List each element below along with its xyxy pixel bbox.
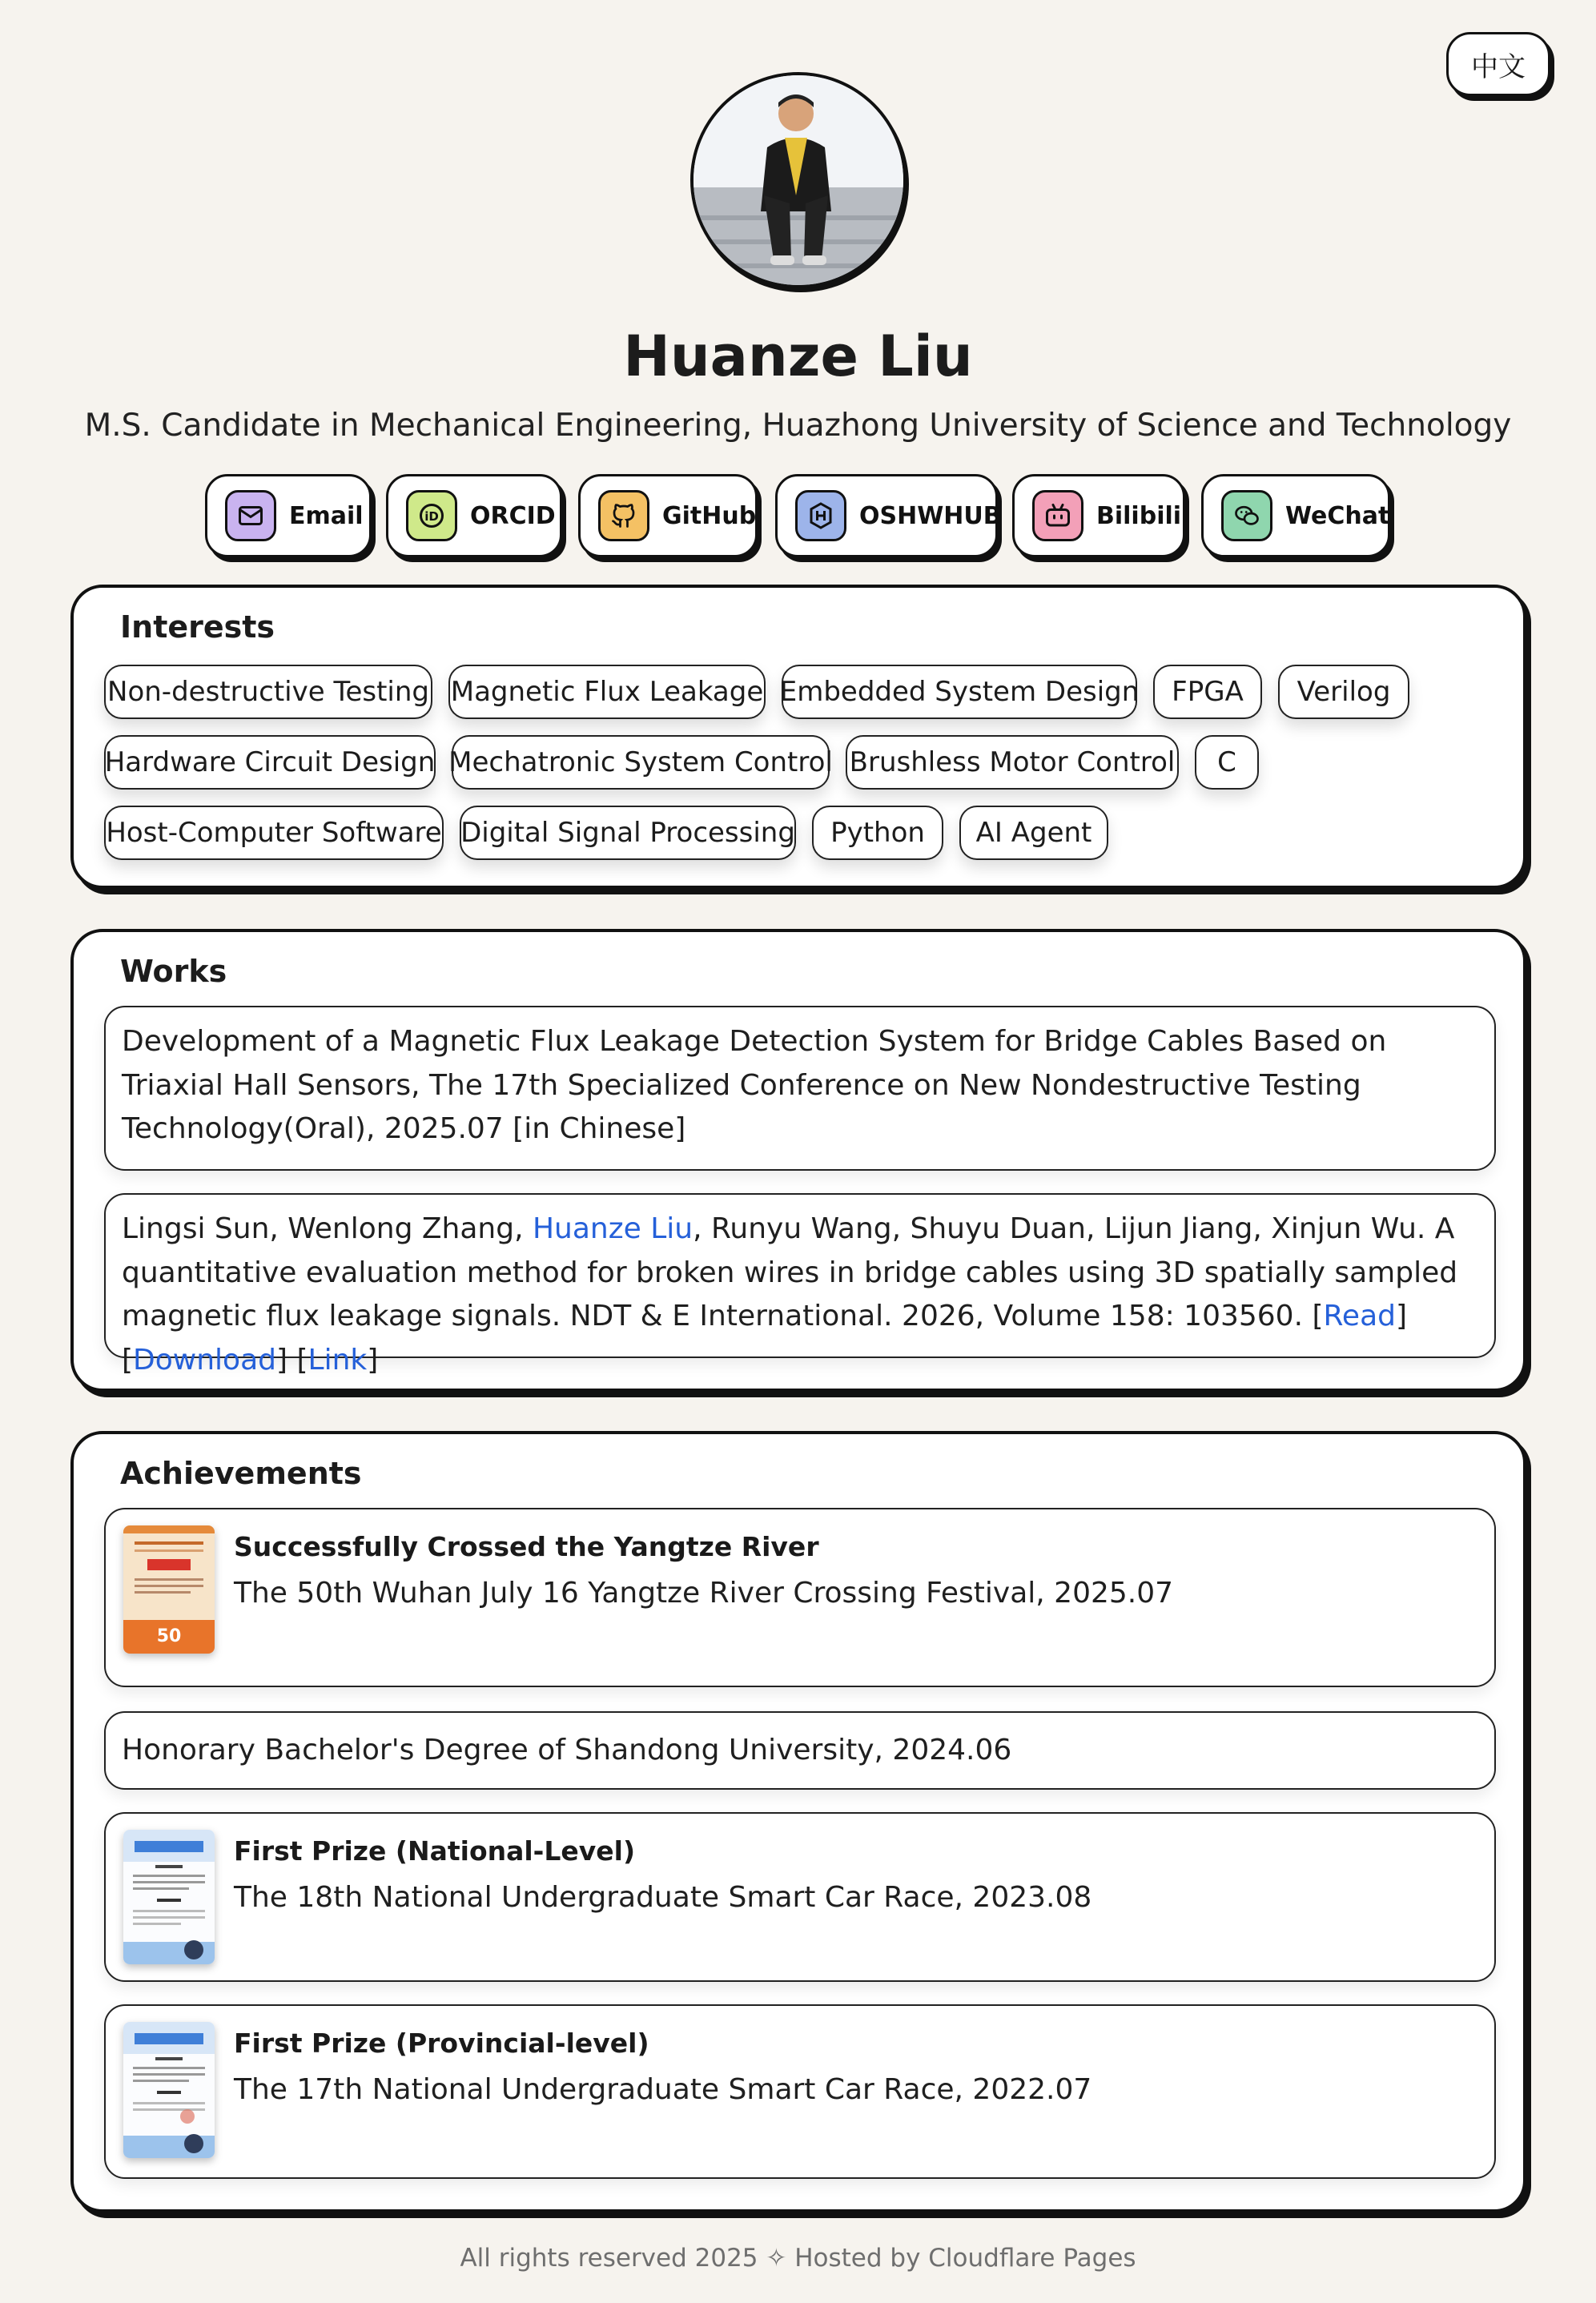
social-links: [0, 474, 1596, 564]
achievement-item: [104, 2004, 1496, 2179]
wechat-link-button[interactable]: [1201, 474, 1390, 557]
certificate-thumbnail[interactable]: [123, 2022, 215, 2158]
achievements-card: [70, 1431, 1526, 2213]
work-item: [104, 1006, 1496, 1171]
achievement-title: First Prize (Provincial-level): [234, 2028, 649, 2059]
mail-icon: [225, 490, 276, 541]
citation-separator: ] [: [276, 1343, 308, 1377]
interest-tag: Digital Signal Processing: [460, 806, 796, 860]
language-toggle-button[interactable]: 中文: [1446, 32, 1550, 96]
highlight-author-link[interactable]: Huanze Liu: [532, 1212, 693, 1245]
work-item: [104, 1193, 1496, 1377]
orcid-link-label: ORCID: [470, 501, 556, 530]
oshwhub-link-label: OSHWHUB: [859, 501, 1002, 530]
interest-tag: AI Agent: [959, 806, 1108, 860]
achievements-title: Achievements: [120, 1456, 362, 1491]
github-icon: [598, 490, 649, 541]
svg-text:50: 50: [156, 1626, 182, 1646]
profile-subtitle: M.S. Candidate in Mechanical Engineering, Huazhong University of Science and Technology: [84, 408, 1512, 444]
achievement-item: [104, 1508, 1496, 1687]
interest-tag: Mechatronic System Control: [452, 735, 830, 790]
certificate-thumbnail[interactable]: [123, 1525, 215, 1654]
external-link[interactable]: Link: [308, 1343, 368, 1377]
interest-tag: C: [1195, 735, 1259, 790]
certificate-thumbnail[interactable]: [123, 1830, 215, 1964]
profile-name: Huanze Liu: [623, 324, 973, 389]
interest-tag: Non-destructive Testing: [104, 665, 432, 719]
interest-tag: Python: [812, 806, 943, 860]
work-item-citation: [122, 1208, 1480, 1382]
bilibili-link-label: Bilibili: [1096, 501, 1182, 530]
achievement-desc: The 50th Wuhan July 16 Yangtze River Crossing Festival, 2025.07: [234, 1577, 1174, 1610]
avatar-photo: [693, 75, 903, 285]
interests-title: Interests: [120, 609, 275, 645]
bilibili-icon: [1032, 490, 1083, 541]
achievement-title: First Prize (National-Level): [234, 1835, 636, 1867]
achievement-item: [104, 1711, 1496, 1790]
interests-card: [70, 585, 1526, 889]
email-link-label: Email: [289, 501, 364, 530]
interest-tag: Verilog: [1278, 665, 1409, 719]
citation-separator: ] [: [122, 1300, 1408, 1377]
orcid-icon: [406, 490, 457, 541]
github-link-label: GitHub: [662, 501, 757, 530]
citation-authors-before: Lingsi Sun, Wenlong Zhang,: [122, 1212, 533, 1245]
interest-tag: FPGA: [1153, 665, 1262, 719]
oshwhub-icon: [795, 490, 846, 541]
avatar: [690, 72, 907, 288]
interest-tag: Brushless Motor Control: [846, 735, 1179, 790]
download-link[interactable]: Download: [133, 1343, 276, 1377]
wechat-icon: [1221, 490, 1272, 541]
interest-tag: Embedded System Design: [782, 665, 1137, 719]
svg-text:iD: iD: [424, 509, 439, 524]
achievement-desc: The 18th National Undergraduate Smart Car Race, 2023.08: [234, 1881, 1092, 1914]
achievement-title: Successfully Crossed the Yangtze River: [234, 1531, 819, 1562]
work-item-text: Development of a Magnetic Flux Leakage Detection System for Bridge Cables Based on Triaxial Hall Sensors, The 17th Specialized Conference on New Nondestructive Testing Technology(Oral), 2025.07 [in Chinese]: [122, 1025, 1387, 1145]
achievement-desc: The 17th National Undergraduate Smart Car Race, 2022.07: [234, 2073, 1092, 2106]
orcid-link-button[interactable]: [386, 474, 562, 557]
interest-tag: Magnetic Flux Leakage: [448, 665, 766, 719]
interest-tag: Hardware Circuit Design: [104, 735, 436, 790]
oshwhub-link-button[interactable]: [775, 474, 1002, 557]
bilibili-link-button[interactable]: [1012, 474, 1185, 557]
citation-body: , Runyu Wang, Shuyu Duan, Lijun Jiang, Xinjun Wu. A quantitative evaluation method for broken wires in bridge cables using 3D spatially sampled magnetic flux leakage signals. NDT & E International. 2026, Volume 158: 103560. [: [122, 1212, 1458, 1332]
achievement-desc: Honorary Bachelor's Degree of Shandong University, 2024.06: [122, 1734, 1012, 1766]
works-card: [70, 929, 1526, 1392]
interest-tag: Host-Computer Software: [104, 806, 444, 860]
works-title: Works: [120, 954, 227, 989]
achievement-item: [104, 1812, 1496, 1982]
github-link-button[interactable]: [578, 474, 758, 557]
read-link[interactable]: Read: [1323, 1300, 1396, 1332]
wechat-link-label: WeChat: [1285, 501, 1390, 530]
footer: All rights reserved 2025 ✧ Hosted by Cloudflare Pages: [460, 2244, 1136, 2273]
email-link-button[interactable]: [205, 474, 372, 557]
citation-end: ]: [367, 1343, 379, 1377]
